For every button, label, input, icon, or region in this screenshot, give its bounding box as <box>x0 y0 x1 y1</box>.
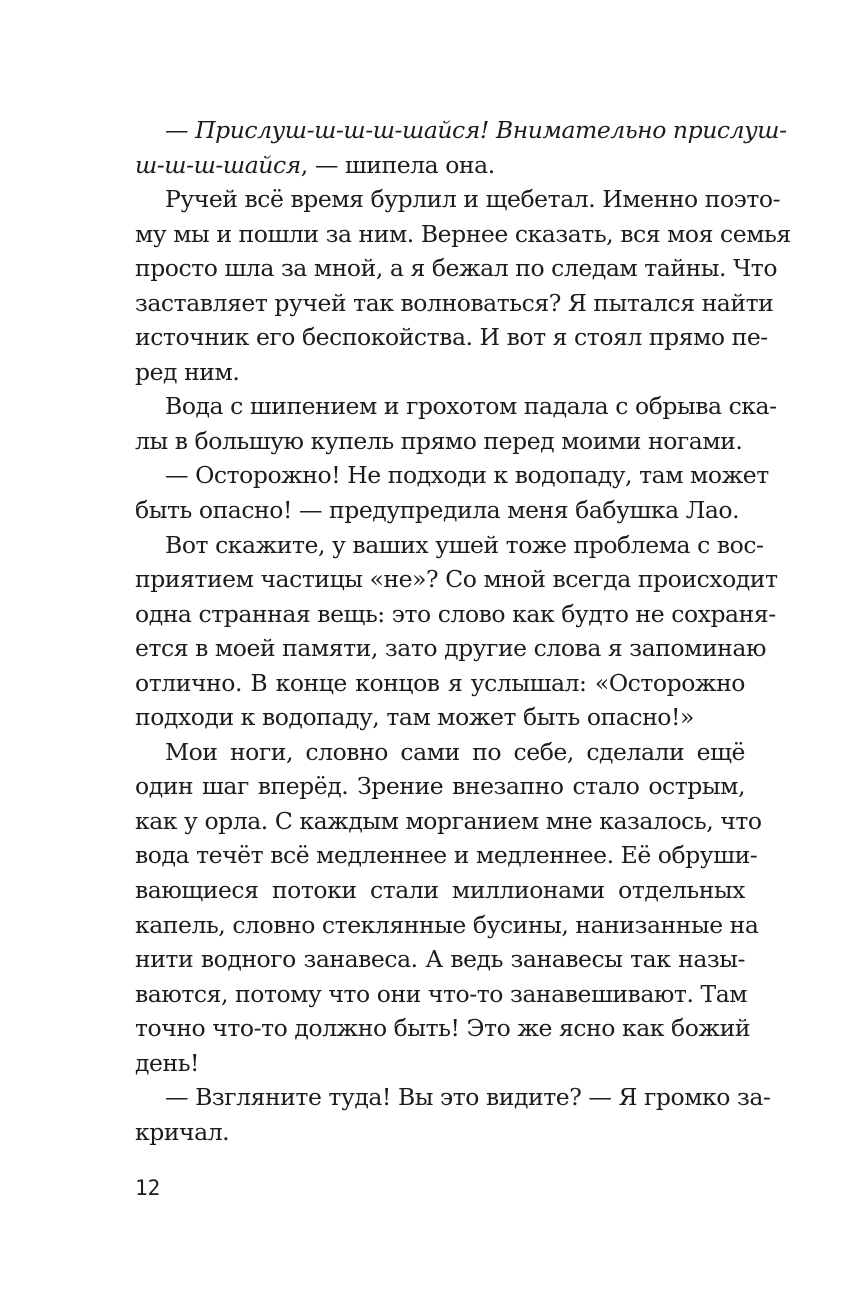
text-line: — Взгляните туда! Вы это видите? — Я громко за- <box>165 1083 771 1112</box>
italic-text: ш-ш-ш-шайся <box>135 150 301 179</box>
text-line: нити водного занавеса. А ведь занавесы так назы- <box>135 945 745 974</box>
text-line <box>135 148 745 183</box>
italic-text: — Прислуш-ш-ш-ш-шайся! Внимательно прислуш- <box>165 116 787 144</box>
text-line: ред ним. <box>135 357 240 386</box>
text-line: вода течёт всё медленнее и медленнее. Её обруши- <box>135 841 758 870</box>
text-line: Мои ноги, словно сами по себе, сделали ещё <box>165 737 745 766</box>
text-line: день! <box>135 1048 200 1077</box>
text-line: — Осторожно! Не подходи к водопаду, там может <box>165 461 769 490</box>
page-number: 12 <box>135 1176 161 1200</box>
text-line: один шаг вперёд. Зрение внезапно стало острым, <box>135 772 745 801</box>
text-line: как у орла. С каждым морганием мне казалось, что <box>135 806 762 835</box>
text-line: заставляет ручей так волноваться? Я пытался найти <box>135 288 774 317</box>
text-line <box>135 113 787 148</box>
text-line: точно что-то должно быть! Это же ясно как божий <box>135 1014 751 1043</box>
text-line: одна странная вещь: это слово как будто не сохраня- <box>135 599 776 628</box>
text-line: приятием частицы «не»? Со мной всегда происходит <box>135 565 778 594</box>
text-line: капель, словно стеклянные бусины, нанизанные на <box>135 910 759 939</box>
text-line: лы в большую купель прямо перед моими ногами. <box>135 426 743 455</box>
text-line: му мы и пошли за ним. Вернее сказать, вся моя семья <box>135 219 791 248</box>
text-line: вающиеся потоки стали миллионами отдельных <box>135 876 745 905</box>
text-line: Вот скажите, у ваших ушей тоже проблема с вос- <box>165 530 764 559</box>
text-line: быть опасно! — предупредила меня бабушка Лао. <box>135 496 740 525</box>
body-text <box>135 113 791 1149</box>
text-line: отлично. В конце концов я услышал: «Осторожно <box>135 668 745 697</box>
text-line: Ручей всё время бурлил и щебетал. Именно поэто- <box>165 185 781 214</box>
plain-text: , — шипела она. <box>300 150 495 179</box>
text-line: ется в моей памяти, зато другие слова я запоминаю <box>135 634 766 663</box>
text-line: подходи к водопаду, там может быть опасно!» <box>135 703 694 732</box>
text-line: просто шла за мной, а я бежал по следам тайны. Что <box>135 254 778 283</box>
text-line: ваются, потому что они что-то занавешивают. Там <box>135 979 748 1008</box>
text-line: Вода с шипением и грохотом падала с обрыва ска- <box>165 392 777 421</box>
text-line: источник его беспокойства. И вот я стоял прямо пе- <box>135 323 768 352</box>
text-line: кричал. <box>135 1117 230 1146</box>
